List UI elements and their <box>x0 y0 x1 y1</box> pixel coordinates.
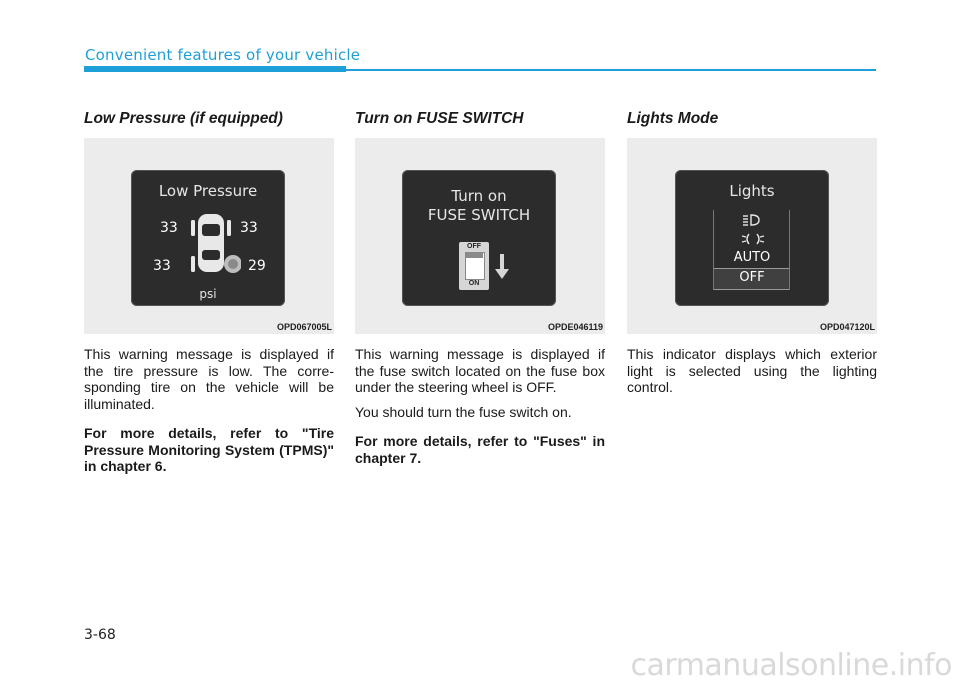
page-number: 3-68 <box>84 627 116 643</box>
tire-rear-right: 29 <box>248 258 266 274</box>
display-title: Lights <box>729 182 775 200</box>
pressure-unit: psi <box>199 287 217 301</box>
reference-note: For more details, refer to "Tire Pressure Monitoring System (TPMS)" in chapter 6. <box>84 425 334 474</box>
reference-note: For more details, refer to "Fuses" in chapter 7. <box>355 433 605 466</box>
tire-front-left: 33 <box>160 220 178 236</box>
option-off: OFF <box>739 270 765 285</box>
tire-front-right: 33 <box>240 220 258 236</box>
body-text: This indicator displays which exterior light is selected using the lighting control. <box>627 346 877 395</box>
section-title: Convenient features of your vehicle <box>85 46 361 64</box>
heading-fuse-switch: Turn on FUSE SWITCH <box>355 110 524 127</box>
switch-on-label: ON <box>468 280 480 287</box>
column-fuse-switch <box>355 110 605 466</box>
headlight-high-beam-icon <box>742 213 762 227</box>
figure-code: OPD067005L <box>276 322 332 332</box>
arrow-down-icon <box>494 254 510 280</box>
figure-fuse-switch <box>355 138 605 334</box>
figure-low-pressure <box>84 138 334 334</box>
cluster-display <box>131 170 285 306</box>
column-lights-mode <box>627 110 877 396</box>
switch-off-label: OFF <box>467 243 481 250</box>
figure-code: OPD047120L <box>819 322 875 332</box>
display-title: Low Pressure <box>158 182 258 200</box>
fuse-switch-icon <box>459 242 489 290</box>
cluster-display <box>675 170 829 306</box>
tire-rear-left: 33 <box>153 258 171 274</box>
heading-low-pressure: Low Pressure (if equipped) <box>84 110 283 127</box>
figure-lights-mode <box>627 138 877 334</box>
body-text: This warning message is displayed if the fuse switch located on the fuse box under the steering wheel is OFF. <box>355 346 605 395</box>
cluster-display <box>402 170 556 306</box>
body-text: This warning message is displayed if the tire pressure is low. The corre-sponding tire on the vehicle will be illuminated. <box>84 346 334 412</box>
car-top-view-icon <box>181 208 241 282</box>
watermark: carmanualsonline.info <box>630 648 952 683</box>
header-rule <box>346 69 876 71</box>
header-accent-bar <box>84 66 346 72</box>
body-text: You should turn the fuse switch on. <box>355 403 572 420</box>
figure-code: OPDE046119 <box>547 322 603 332</box>
column-low-pressure <box>84 110 334 475</box>
switch-lever-top <box>466 253 483 258</box>
option-auto: AUTO <box>733 250 771 265</box>
display-title-line1: Turn on <box>451 187 507 205</box>
heading-lights-mode: Lights Mode <box>627 110 719 127</box>
parking-light-icon <box>741 232 765 246</box>
display-title-line2: FUSE SWITCH <box>427 206 531 224</box>
